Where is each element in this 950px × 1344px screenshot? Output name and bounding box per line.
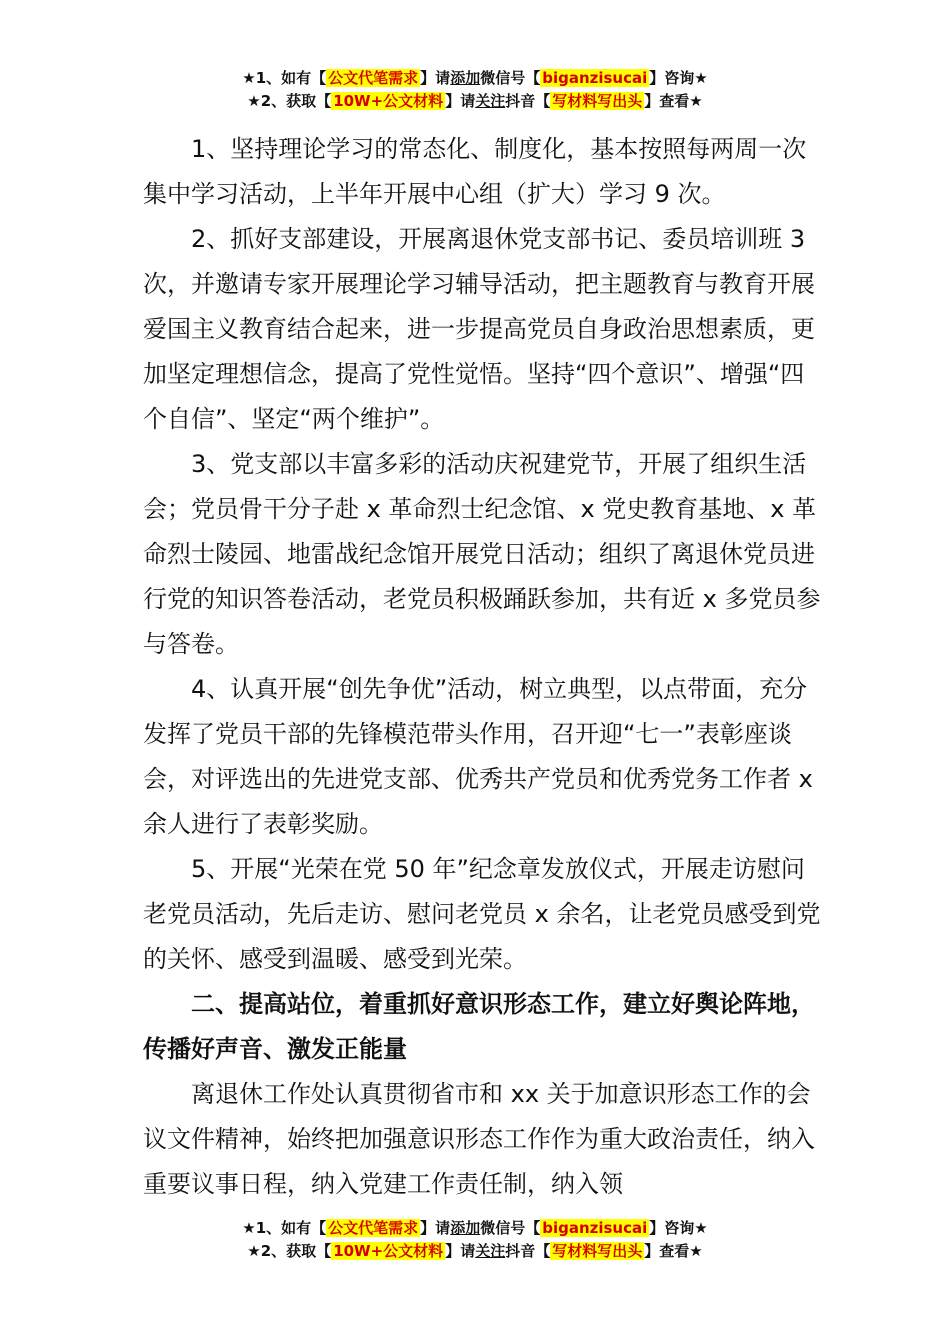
banner-text: 】请 bbox=[420, 1219, 451, 1237]
underlined-text: 添加 bbox=[450, 1219, 481, 1237]
banner-text: 】咨询★ bbox=[649, 1219, 708, 1237]
highlight-douyin: 写材料写出头 bbox=[552, 92, 643, 110]
banner-line-1 bbox=[0, 67, 950, 90]
banner-text: ★1、如有【 bbox=[242, 69, 327, 87]
highlight-materials: 10W+公文材料 bbox=[333, 92, 444, 110]
underlined-text: 关注 bbox=[475, 92, 506, 110]
banner-line-2 bbox=[0, 1240, 950, 1263]
paragraph-1: 1、坚持理论学习的常态化、制度化，基本按照每两周一次集中学习活动，上半年开展中心组（扩大）学习 9 次。 bbox=[143, 135, 807, 208]
banner-text: ★2、获取【 bbox=[247, 92, 332, 110]
banner-text: 】查看★ bbox=[644, 92, 703, 110]
banner-text: 】请 bbox=[420, 69, 451, 87]
highlight-douyin: 写材料写出头 bbox=[552, 1242, 643, 1260]
banner-text: ★1、如有【 bbox=[242, 1219, 327, 1237]
highlight-wechat-id: biganzisucai bbox=[542, 69, 648, 87]
banner-text: 抖音【 bbox=[505, 92, 551, 110]
footer-banner bbox=[0, 1217, 950, 1263]
banner-text: 】请 bbox=[445, 92, 476, 110]
header-banner bbox=[0, 67, 950, 113]
banner-text: 】查看★ bbox=[644, 1242, 703, 1260]
paragraph-5: 5、开展“光荣在党 50 年”纪念章发放仪式，开展走访慰问老党员活动，先后走访、慰问老党员 x 余名，让老党员感受到党的关怀、感受到温暖、感受到光荣。 bbox=[143, 855, 821, 973]
underlined-text: 添加 bbox=[450, 69, 481, 87]
highlight-service: 公文代笔需求 bbox=[328, 1219, 419, 1237]
underlined-text: 关注 bbox=[475, 1242, 506, 1260]
section-heading-2: 二、提高站位，着重抓好意识形态工作，建立好舆论阵地，传播好声音、激发正能量 bbox=[143, 990, 815, 1063]
document-body bbox=[143, 127, 828, 1207]
paragraph-3: 3、党支部以丰富多彩的活动庆祝建党节，开展了组织生活会；党员骨干分子赴 x 革命烈士纪念馆、x 党史教育基地、x 革命烈士陵园、地雷战纪念馆开展党日活动；组织了离退休党员进行党的知识答卷活动，老党员积极踊跃参加，共有近 x 多党员参与答卷。 bbox=[143, 450, 821, 658]
banner-text: ★2、获取【 bbox=[247, 1242, 332, 1260]
paragraph-6: 离退休工作处认真贯彻省市和 xx 关于加意识形态工作的会议文件精神，始终把加强意识形态工作作为重大政治责任，纳入重要议事日程，纳入党建工作责任制，纳入领 bbox=[143, 1080, 815, 1198]
highlight-wechat-id: biganzisucai bbox=[542, 1219, 648, 1237]
banner-text: 微信号【 bbox=[480, 69, 541, 87]
banner-text: 抖音【 bbox=[505, 1242, 551, 1260]
highlight-service: 公文代笔需求 bbox=[328, 69, 419, 87]
paragraph-2: 2、抓好支部建设，开展离退休党支部书记、委员培训班 3 次，并邀请专家开展理论学习辅导活动，把主题教育与教育开展爱国主义教育结合起来，进一步提高党员自身政治思想素质，更加坚定理想信念，提高了党性觉悟。坚持“四个意识”、增强“四个自信”、坚定“两个维护”。 bbox=[143, 225, 815, 433]
banner-text: 】请 bbox=[445, 1242, 476, 1260]
banner-line-1 bbox=[0, 1217, 950, 1240]
banner-line-2 bbox=[0, 90, 950, 113]
banner-text: 微信号【 bbox=[480, 1219, 541, 1237]
paragraph-4: 4、认真开展“创先争优”活动，树立典型，以点带面，充分发挥了党员干部的先锋模范带头作用，召开迎“七一”表彰座谈会，对评选出的先进党支部、优秀共产党员和优秀党务工作者 x 余人进行了表彰奖励。 bbox=[143, 675, 813, 838]
banner-text: 】咨询★ bbox=[649, 69, 708, 87]
highlight-materials: 10W+公文材料 bbox=[333, 1242, 444, 1260]
